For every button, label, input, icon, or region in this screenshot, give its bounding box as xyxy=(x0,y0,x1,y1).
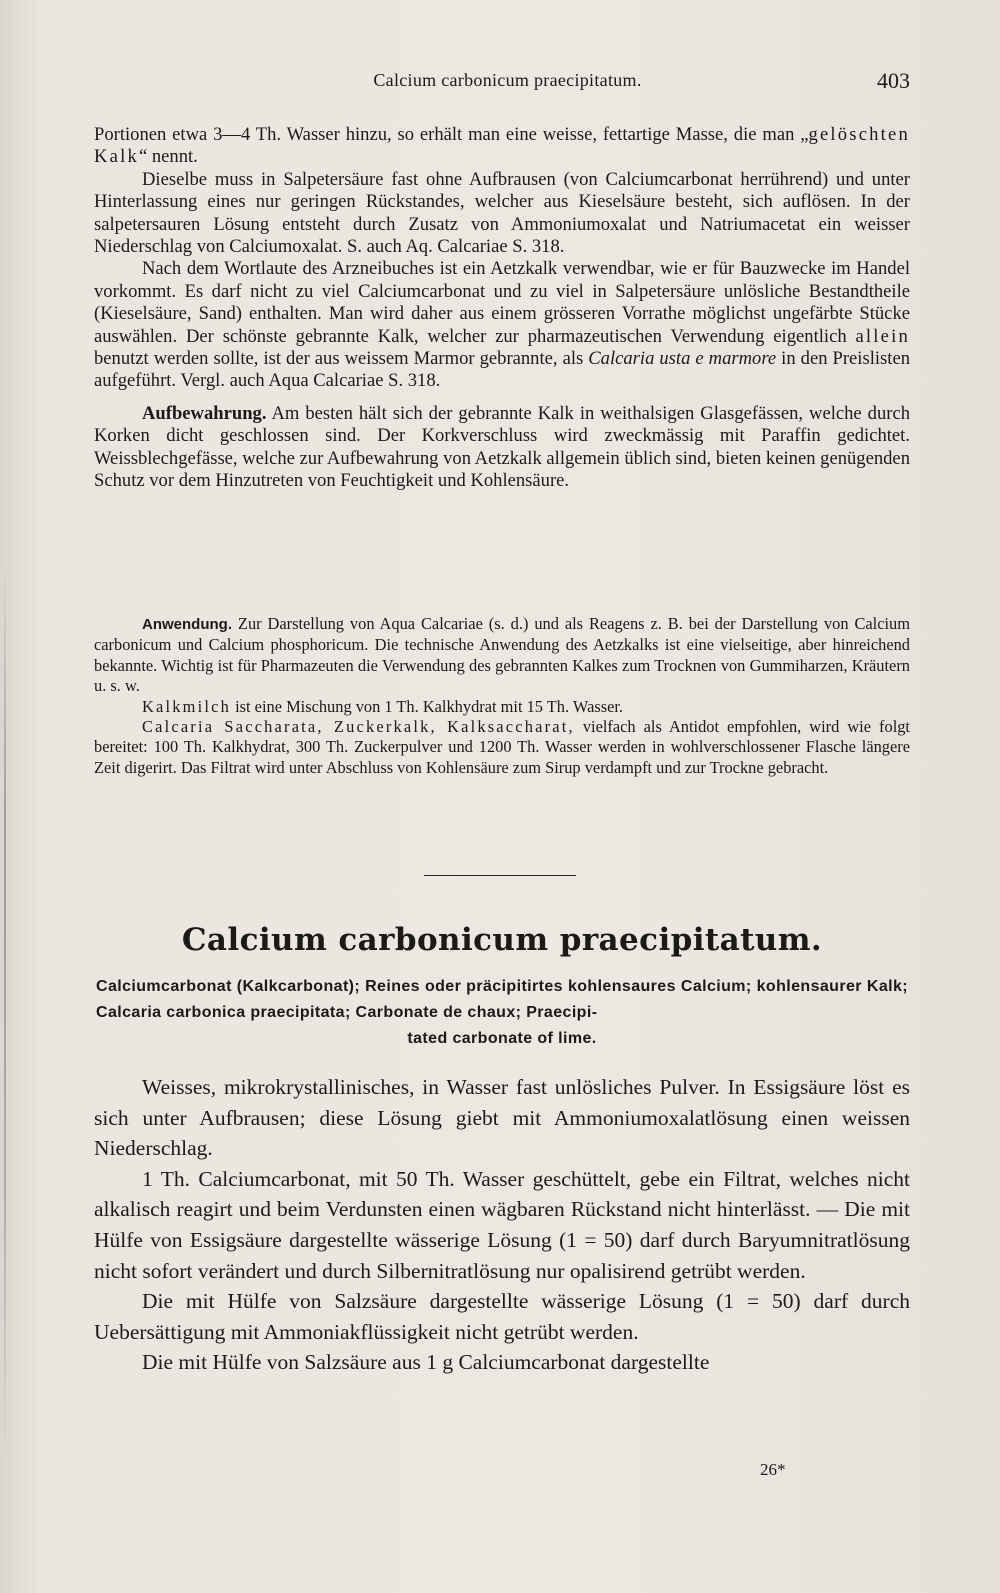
synonyms-block xyxy=(96,974,908,1052)
spaced-term: Calcaria Saccharata, Zuckerkalk, Kalksaccharat, xyxy=(142,717,575,737)
small-print-block xyxy=(94,614,910,778)
section-label-aufbewahrung: Aufbewahrung. xyxy=(142,402,267,424)
text-run: benutzt werden sollte, ist der aus weissem Marmor gebrannte, als xyxy=(94,348,589,370)
page-number: 403 xyxy=(877,68,910,93)
paragraph-calcaria-saccharata xyxy=(94,717,910,778)
synonyms-text: Calciumcarbonat (Kalkcarbonat); Reines oder präcipitirtes kohlensaures Calcium; kohlensaurer Kalk; Calcaria carbonica praecipitata; Carbonate de chaux; Praecipi- xyxy=(96,978,908,1021)
text-run: Am besten hält sich der gebrannte Kalk in weithalsigen Glasgefässen, welche durch Korken dicht geschlossen sind. Der Korkverschluss wird zweckmässig mit Paraffin gedichtet. Weissblechgefässe, welche zur Aufbewahrung von Aetzkalk allgemein üblich sind, bieten keinen genügenden Schutz vor dem Hinzutreten von Feuchtigkeit und Kohlensäure. xyxy=(94,402,910,492)
text-run: Nach dem Wortlaute des Arzneibuches ist ein Aetzkalk verwendbar, wie er für Bauzwecke im Handel vorkommt. Es darf nicht zu viel Calciumcarbonat und zu viel in Salpetersäure unlösliche Bestandtheile (Kieselsäure, Sand) enthalten. Man wird daher aus einem grösseren Vorrathe möglichst ungefärbte Stücke auswählen. Der schönste gebrannte Kalk, welcher zur pharmazeutischen Verwendung eigentlich xyxy=(94,258,910,347)
paragraph-aufbewahrung xyxy=(94,403,910,493)
spaced-term: Kalkmilch xyxy=(142,696,231,716)
section-title: Calcium carbonicum praecipitatum. xyxy=(181,922,823,958)
paragraph-anwendung xyxy=(94,614,910,697)
upper-text-block xyxy=(94,124,910,493)
text-run: Portionen etwa 3—4 Th. Wasser hinzu, so erhält man eine weisse, fettartige Masse, die man „ xyxy=(94,124,809,145)
paragraph-weisses: Weisses, mikrokrystallinisches, in Wasser fast unlösliches Pulver. In Essigsäure löst es sich unter Aufbrausen; diese Lösung giebt mit Ammoniumoxalatlösung einen weissen Niederschlag. xyxy=(94,1075,910,1161)
lower-text-block xyxy=(94,1072,910,1378)
paragraph-calciumcarbonat: Die mit Hülfe von Salzsäure aus 1 g Calciumcarbonat dargestellte xyxy=(142,1350,710,1375)
paragraph-salzsaeure: Die mit Hülfe von Salzsäure dargestellte wässerige Lösung (1 = 50) darf durch Uebersättigung mit Ammoniakflüssigkeit nicht getrübt werden. xyxy=(94,1289,910,1344)
paragraph-wortlaute xyxy=(94,258,910,392)
paragraph-dieselbe: Dieselbe muss in Salpetersäure fast ohne Aufbrausen (von Calciumcarbonat herrührend) und unter Hinterlassung eines nur geringen Rückstandes, welcher aus Kieselsäure besteht, sich auflösen. In der salpetersauren Lösung entsteht durch Zusatz von Ammoniumoxalat und Natriumacetat ein weisser Niederschlag von Calciumoxalat. S. auch Aq. Calcariae S. 318. xyxy=(94,168,910,258)
page-edge-shadow xyxy=(4,560,6,1460)
text-run: in den Preislisten aufgeführt. Vergl. auch Aqua Calcariae S. 318. xyxy=(94,348,910,392)
page-header xyxy=(95,66,920,96)
spaced-term: gelöschten Kalk xyxy=(94,124,910,168)
running-title: Calcium carbonicum praecipitatum. xyxy=(373,70,642,90)
signature-mark: 26* xyxy=(760,1460,786,1479)
section-divider xyxy=(424,875,576,876)
paragraph-kalkmilch xyxy=(94,697,910,717)
paragraph-portionen xyxy=(94,124,910,169)
text-run: Zur Darstellung von Aqua Calcariae (s. d.) und als Reagens z. B. bei der Darstellung von Calcium carbonicum und Calcium phosphoricum. Die technische Anwendung des Aetzkalks ist eine vielseitige, aber hinreichend bekannte. Wichtig ist für Pharmazeuten die Verwendung des gebrannten Kalkes zum Trocknen von Gummiharzen, Kräutern u. s. w. xyxy=(94,614,910,696)
spaced-term: allein xyxy=(855,325,910,347)
synonyms-text-end: tated carbonate of lime. xyxy=(407,1030,597,1047)
italic-term: Calcaria usta e marmore xyxy=(588,348,777,370)
text-run: vielfach als Antidot empfohlen, wird wie folgt bereitet: 100 Th. Kalkhydrat, 300 Th. Zuckerpulver und 1200 Th. Wasser werden in wohlverschlossener Flasche längere Zeit digerirt. Das Filtrat wird unter Abschluss von Kohlensäure zum Sirup verdampft und zur Trockne gebracht. xyxy=(94,717,910,777)
text-run: ist eine Mischung von 1 Th. Kalkhydrat mit 15 Th. Wasser. xyxy=(231,696,624,716)
section-label-anwendung: Anwendung. xyxy=(142,616,232,633)
paragraph-filtrat: 1 Th. Calciumcarbonat, mit 50 Th. Wasser geschüttelt, gebe ein Filtrat, welches nicht alkalisch reagirt und beim Verdunsten einen wägbaren Rückstand nicht hinterlässt. — Die mit Hülfe von Essigsäure dargestellte wässerige Lösung (1 = 50) darf durch Baryumnitratlösung nicht sofort verändert und durch Silbernitratlösung nur opalisirend getrübt werden. xyxy=(94,1166,910,1283)
text-run: “ nennt. xyxy=(138,146,198,168)
